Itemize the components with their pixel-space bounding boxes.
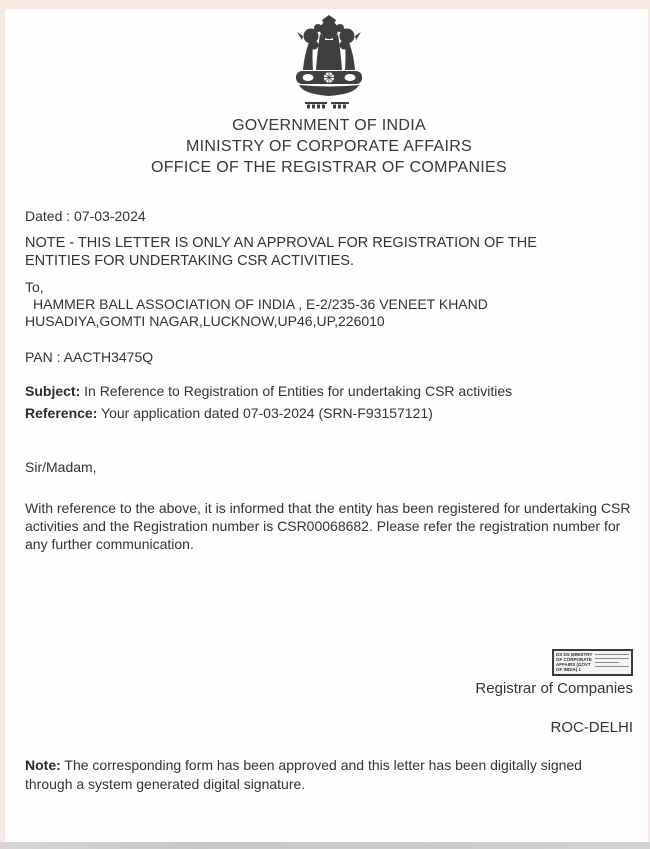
- ministry-heading: MINISTRY OF CORPORATE AFFAIRS: [185, 138, 473, 155]
- stamp-signature-lines: [595, 652, 629, 673]
- recipient-address-line1: HAMMER BALL ASSOCIATION OF INDIA , E-2/235-36 VENEET KHAND: [33, 296, 488, 312]
- registrar-office-heading: OFFICE OF THE REGISTRAR OF COMPANIES: [150, 159, 507, 176]
- dated-line: Dated : 07-03-2024: [25, 208, 146, 224]
- approval-note: NOTE - THIS LETTER IS ONLY AN APPROVAL FOR REGISTRATION OF THE ENTITIES FOR UNDERTAKING CSR ACTIVITIES.: [25, 235, 537, 269]
- footnote-text: The corresponding form has been approved and this letter has been digitally signed through a system generated digital signature.: [25, 757, 582, 792]
- letterhead: [25, 115, 633, 178]
- emblem-container: [25, 9, 633, 115]
- salutation: Sir/Madam,: [25, 459, 97, 475]
- digital-signature-footnote: [25, 756, 633, 794]
- footnote-label: Note:: [25, 757, 61, 773]
- digital-signature-stamp: [552, 649, 633, 676]
- motto-satyameva-jayate: [305, 102, 349, 109]
- body-paragraph: With reference to the above, it is informed that the entity has been registered for undertaking CSR activities and the Registration number is CSR00068682. Please refer the registration number for any further communication.: [25, 500, 631, 552]
- roc-office-name: ROC-DELHI: [550, 719, 633, 736]
- registrar-of-companies-signoff: Registrar of Companies: [475, 680, 633, 697]
- to-label: To,: [25, 279, 44, 295]
- recipient-address-line2: HUSADIYA,GOMTI NAGAR,LUCKNOW,UP46,UP,226010: [25, 313, 385, 329]
- scan-edge-bar: [0, 842, 650, 849]
- state-emblem-of-india-icon: [289, 14, 369, 110]
- reference-label: Reference:: [25, 405, 98, 421]
- pan-line: PAN : AACTH3475Q: [25, 349, 154, 365]
- stamp-text: DS DS MINISTRY OF CORPORATE AFFAIRS (GOVT OF INDIA) 1: [556, 652, 593, 672]
- subject-text: In Reference to Registration of Entities for undertaking CSR activities: [80, 383, 513, 399]
- government-of-india-heading: GOVERNMENT OF INDIA: [232, 117, 426, 134]
- subject-label: Subject:: [25, 383, 81, 399]
- subject-line: [25, 382, 633, 401]
- reference-line: [25, 404, 633, 423]
- reference-text: Your application dated 07-03-2024 (SRN-F93157121): [97, 405, 433, 421]
- letter-sheet: [5, 9, 648, 842]
- signature-block: [25, 649, 633, 736]
